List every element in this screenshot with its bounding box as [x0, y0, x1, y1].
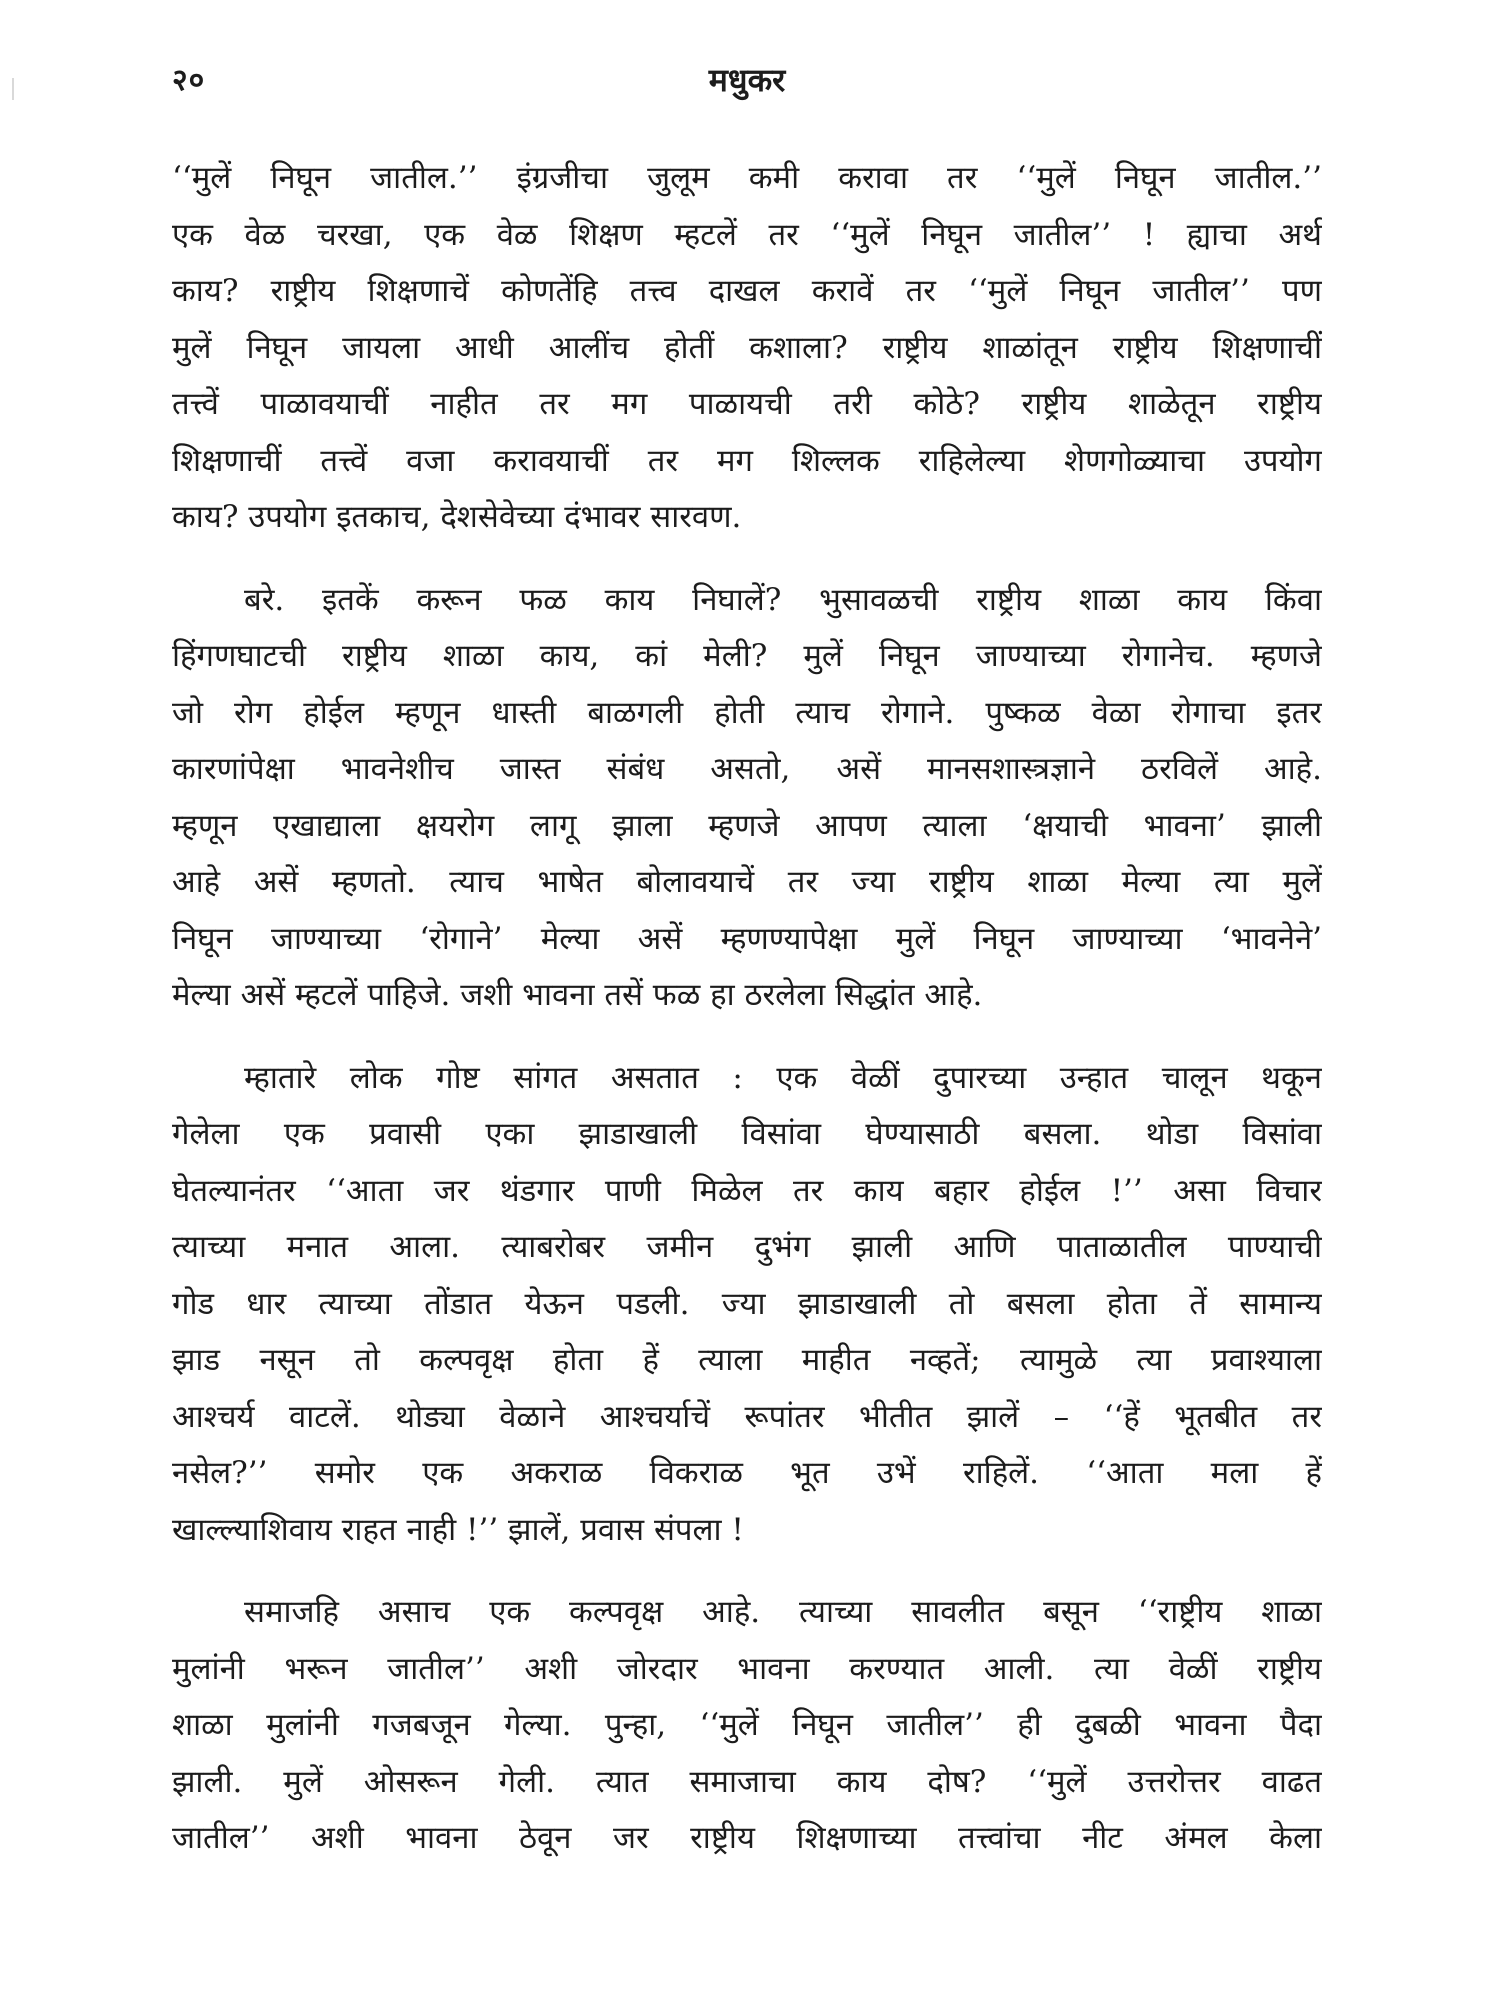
text-line: काय? राष्ट्रीय शिक्षणाचें कोणतेंहि तत्त्व दाखल करावें तर ‘‘मुलें निघून जातील’’ पण: [172, 273, 1322, 309]
text-line: जातील’’ अशी भावना ठेवून जर राष्ट्रीय शिक्षणाच्या तत्त्वांचा नीट अंमल केला: [172, 1820, 1322, 1856]
text-line: काय? उपयोग इतकाच, देशसेवेच्या दंभावर सारवण.: [172, 499, 742, 535]
text-line: आश्चर्य वाटलें. थोड्या वेळाने आश्चर्याचें रूपांतर भीतीत झालें – ‘‘हें भूतबीत तर: [172, 1398, 1322, 1435]
text-line: मुलांनी भरून जातील’’ अशी जोरदार भावना करण्यात आली. त्या वेळीं राष्ट्रीय: [172, 1650, 1322, 1687]
text-line: त्याच्या मनात आला. त्याबरोबर जमीन दुभंग झाली आणि पाताळातील पाण्याची: [172, 1229, 1322, 1265]
paragraph-4: [172, 1584, 1322, 1867]
scan-margin-mark: [12, 78, 14, 100]
page-number: २०: [172, 63, 206, 98]
running-title: मधुकर: [708, 61, 786, 99]
text-line: मेल्या असें म्हटलें पाहिजे. जशी भावना तसें फळ हा ठरलेला सिद्धांत आहे.: [172, 977, 983, 1013]
text-line: झाड नसून तो कल्पवृक्ष होता हें त्याला माहीत नव्हतें; त्यामुळे त्या प्रवाश्याला: [172, 1342, 1322, 1378]
text-line: एक वेळ चरखा, एक वेळ शिक्षण म्हटलें तर ‘‘मुलें निघून जातील’’ ! ह्याचा अर्थ: [172, 216, 1322, 253]
text-line: शिक्षणाचीं तत्त्वें वजा करावयाचीं तर मग शिल्लक राहिलेल्या शेणगोळ्याचा उपयोग: [172, 442, 1322, 479]
text-line: तत्त्वें पाळावयाचीं नाहीत तर मग पाळायची तरी कोठे? राष्ट्रीय शाळेतून राष्ट्रीय: [172, 386, 1322, 422]
text-line: झाली. मुलें ओसरून गेली. त्यात समाजाचा काय दोष? ‘‘मुलें उत्तरोत्तर वाढत: [172, 1763, 1322, 1800]
text-line: शाळा मुलांनी गजबजून गेल्या. पुन्हा, ‘‘मुलें निघून जातील’’ ही दुबळी भावना पैदा: [172, 1707, 1322, 1743]
text-line: समाजहि असाच एक कल्पवृक्ष आहे. त्याच्या सावलीत बसून ‘‘राष्ट्रीय शाळा: [244, 1594, 1322, 1630]
text-line: कारणांपेक्षा भावनेशीच जास्त संबंध असतो, असें मानसशास्त्रज्ञाने ठरविलें आहे.: [172, 751, 1322, 787]
text-line: बरे. इतकें करून फळ काय निघालें? भुसावळची राष्ट्रीय शाळा काय किंवा: [244, 581, 1322, 618]
text-line: जो रोग होईल म्हणून धास्ती बाळगली होती त्याच रोगाने. पुष्कळ वेळा रोगाचा इतर: [172, 694, 1322, 731]
text-line: मुलें निघून जायला आधी आलींच होतीं कशाला? राष्ट्रीय शाळांतून राष्ट्रीय शिक्षणाचीं: [172, 329, 1322, 366]
page-header: [172, 58, 1322, 102]
text-line: म्हणून एखाद्याला क्षयरोग लागू झाला म्हणजे आपण त्याला ‘क्षयाची भावना’ झाली: [172, 807, 1322, 844]
text-line: ‘‘मुलें निघून जातील.’’ इंग्रजीचा जुलूम कमी करावा तर ‘‘मुलें निघून जातील.’’: [172, 160, 1322, 196]
body-text: [172, 150, 1322, 1893]
text-line: निघून जाण्याच्या ‘रोगाने’ मेल्या असें म्हणण्यापेक्षा मुलें निघून जाण्याच्या ‘भावनेने’: [172, 920, 1322, 957]
paragraph-3: [172, 1050, 1322, 1559]
text-line: घेतल्यानंतर ‘‘आता जर थंडगार पाणी मिळेल तर काय बहार होईल !’’ असा विचार: [172, 1172, 1322, 1209]
text-line: गोड धार त्याच्या तोंडात येऊन पडली. ज्या झाडाखाली तो बसला होता तें सामान्य: [172, 1285, 1322, 1322]
text-line: म्हातारे लोक गोष्ट सांगत असतात : एक वेळीं दुपारच्या उन्हात चालून थकून: [244, 1059, 1322, 1096]
text-line: खाल्ल्याशिवाय राहत नाही !’’ झालें, प्रवास संपला !: [172, 1511, 744, 1548]
text-line: आहे असें म्हणतो. त्याच भाषेत बोलावयाचें तर ज्या राष्ट्रीय शाळा मेल्या त्या मुलें: [172, 864, 1322, 900]
text-line: गेलेला एक प्रवासी एका झाडाखाली विसांवा घेण्यासाठी बसला. थोडा विसांवा: [172, 1116, 1322, 1152]
paragraph-2: [172, 572, 1322, 1024]
paragraph-1: [172, 150, 1322, 546]
text-line: हिंगणघाटची राष्ट्रीय शाळा काय, कां मेली? मुलें निघून जाण्याच्या रोगानेच. म्हणजे: [172, 638, 1322, 674]
text-line: नसेल?’’ समोर एक अकराळ विकराळ भूत उभें राहिलें. ‘‘आता मला हें: [172, 1455, 1322, 1491]
